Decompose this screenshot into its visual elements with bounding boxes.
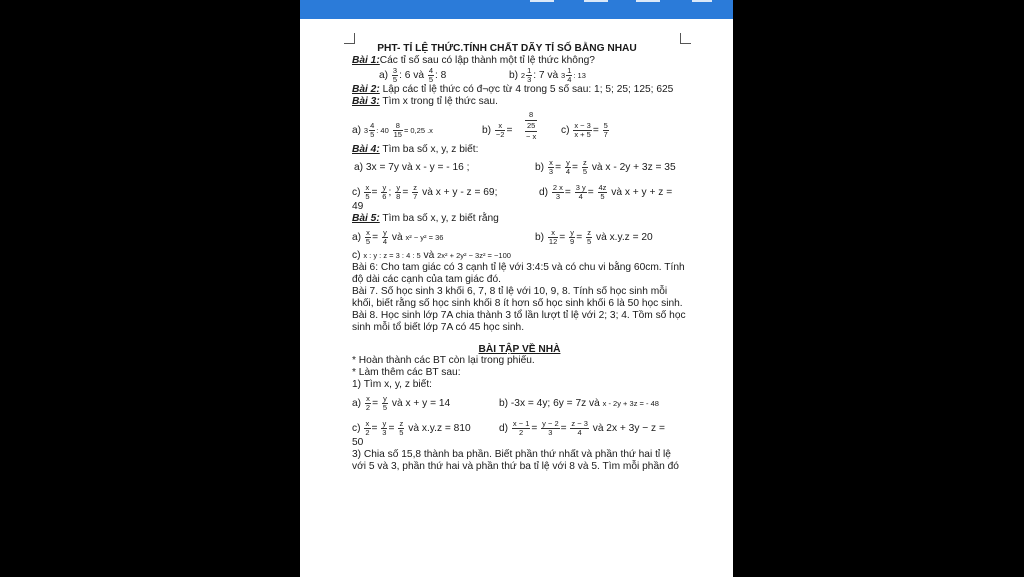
exercise-3-items: a) 3 $\frac{4}{5}$ : 40 $\frac{8}{15}$ = 0,25 .x b) $\frac{x}{-2}$ = 8 25 − x c) $\frac{x - 3}{x + 5}$ = $\frac{5}{7}$ [352, 109, 608, 141]
exercise-5-row2: c) x : y : z = 3 : 4 : 5 và 2x² + 2y² − 3z² = −100 [352, 250, 511, 262]
exercise-6: Bài 6: Cho tam giác có 3 cạnh tỉ lệ với 3:4:5 và có chu vi bằng 60cm. Tính độ dài các cạnh của tam giác đó. [352, 262, 685, 286]
fraction: $\frac{3}{5}$ [392, 65, 398, 84]
viewer-toolbar [300, 0, 733, 19]
exercise-1-items: a) $\frac{3}{5}$ : 6 và $\frac{4}{5}$ : 8 b) 2 $\frac{1}{3}$ : 7 và 3 $\frac{1}{4}$ : 13 [379, 65, 586, 84]
exercise-5-row1: a) $\frac{x}{5}$ = $\frac{y}{4}$ và x² − y² = 36 b) $\frac{x}{12}$ = $\frac{y}{9}$ = $\frac{z}{5}$ và x.y.z = 20 [352, 228, 653, 247]
fraction: $\frac{1}{3}$ [527, 65, 532, 84]
exercise-4: Bài 4: Tìm ba số x, y, z biết: [352, 143, 479, 155]
toolbar-icon-middle[interactable] [584, 0, 608, 2]
fraction: $\frac{1}{4}$ [567, 65, 572, 84]
worksheet-content [352, 43, 687, 473]
homework-line-3: 1) Tìm x, y, z biết: [352, 379, 433, 391]
exercise-3: Bài 3: Tìm x trong tỉ lệ thức sau. [352, 95, 498, 107]
exercise-2: Bài 2: Lập các tỉ lệ thức có đ¬ợc từ 4 trong 5 số sau: 1; 5; 25; 125; 625 [352, 83, 674, 95]
document-page [300, 19, 733, 577]
homework-line-4: 3) Chia số 15,8 thành ba phần. Biết phần thứ nhất và phần thứ hai tỉ lệ với 5 và 3, phần thứ hai và phần thứ ba tỉ lệ với 8 và 5. Tìm mỗi phần đó [352, 449, 679, 472]
exercise-label: Bài 1: [352, 54, 380, 66]
exercise-4-row1: a) 3x = 7y và x - y = - 16 ; b) $\frac{x}{3}$ = $\frac{y}{4}$ = $\frac{z}{5}$ và x - 2y + 3z = 35 [354, 158, 676, 177]
fraction: $\frac{4}{5}$ [428, 65, 434, 84]
homework-title: BÀI TẬP VỀ NHÀ [478, 343, 561, 355]
worksheet-title: PHT- TỈ LỆ THỨC.TÍNH CHẤT DÃY TỈ SỐ BẰNG NHAU [377, 43, 637, 54]
exercise-4-row2: c) $\frac{x}{5}$ = $\frac{y}{6}$ ; $\frac{y}{8}$ = $\frac{z}{7}$ và x + y - z = 69; d) $\frac{2 x}{3}$ = $\frac{3 y}{4}$ = $\frac{4z}{5}$ và x + y + z = [352, 183, 673, 202]
exercise-7: Bài 7. Số học sinh 3 khối 6, 7, 8 tỉ lệ với 10, 9, 8. Tính số học sinh mỗi khối, biết rằng số học sinh khối 8 ít hơn số học sinh khối 6 là 50 học sinh. [352, 285, 683, 309]
homework-line-2: * Làm thêm các BT sau: [352, 367, 461, 379]
exercise-8: Bài 8. Học sinh lớp 7A chia thành 3 tổ lần lượt tỉ lệ với 2; 3; 4. Tồm số học sinh mỗi tổ biết lớp 7A có 45 học sinh. [352, 309, 686, 333]
exercise-4-cont: 49 [352, 201, 364, 213]
toolbar-icon-edge[interactable] [692, 0, 712, 2]
homework-cont: 50 [352, 437, 364, 449]
homework-row-2: c) $\frac{x}{2}$ = $\frac{y}{3}$ = $\frac{z}{5}$ và x.y.z = 810 d) $\frac{x - 1}{2}$ = $\frac{y - 2}{3}$ = $\frac{z - 3}{4}$ và 2x + 3y − z = [352, 419, 665, 438]
homework-line-1: * Hoàn thành các BT còn lại trong phiếu. [352, 355, 535, 367]
exercise-5: Bài 5: Tìm ba số x, y, z biết rằng [352, 213, 499, 225]
exercise-1: Bài 1:Các tỉ số sau có lập thành một tỉ lệ thức không? [352, 54, 595, 66]
toolbar-icon-left[interactable] [530, 0, 554, 2]
toolbar-icon-right[interactable] [636, 0, 660, 2]
homework-row-1: a) $\frac{x}{2}$ = $\frac{y}{5}$ và x + y = 14 b) -3x = 4y; 6y = 7z và x - 2y + 3z = - 48 [352, 394, 659, 413]
